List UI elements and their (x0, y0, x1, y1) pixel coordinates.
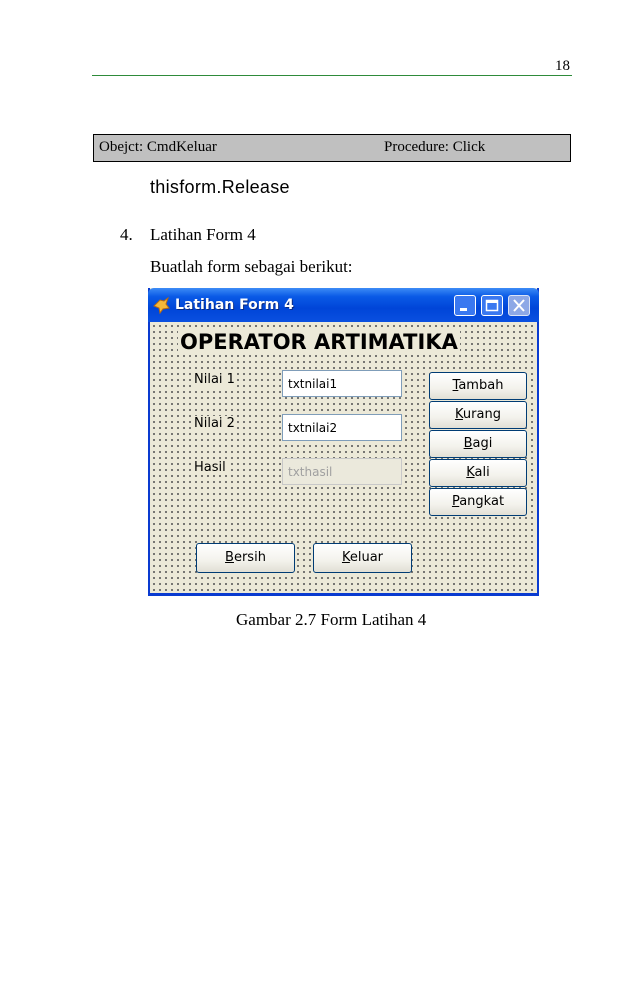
header-rule (92, 75, 572, 76)
textbox-nilai2[interactable]: txtnilai2 (282, 414, 402, 441)
code-line: thisform.Release (150, 177, 290, 197)
form-heading: OPERATOR ARTIMATIKA (180, 330, 458, 354)
form-window (148, 288, 539, 596)
bersih-button[interactable]: Bersih (196, 543, 295, 573)
figure-caption: Gambar 2.7 Form Latihan 4 (236, 610, 427, 629)
maximize-icon (482, 296, 502, 315)
pangkat-button[interactable]: Pangkat (429, 488, 527, 516)
label-nilai1: Nilai 1 (194, 372, 235, 387)
tambah-button[interactable]: Tambah (429, 372, 527, 400)
fox-icon (152, 297, 170, 315)
object-label: Obejct: CmdKeluar (99, 139, 217, 155)
instruction-text: Buatlah form sebagai berikut: (150, 257, 353, 276)
form-client-area (150, 322, 537, 593)
section-title: Latihan Form 4 (150, 225, 256, 244)
procedure-box (93, 134, 571, 162)
bagi-button[interactable]: Bagi (429, 430, 527, 458)
section-number: 4. (120, 225, 133, 244)
minimize-icon (455, 296, 475, 315)
procedure-label: Procedure: Click (384, 139, 486, 155)
label-hasil: Hasil (194, 460, 226, 475)
kurang-button[interactable]: Kurang (429, 401, 527, 429)
window-titlebar[interactable] (148, 288, 539, 322)
textbox-nilai1[interactable]: txtnilai1 (282, 370, 402, 397)
close-button[interactable] (508, 295, 530, 316)
minimize-button[interactable] (454, 295, 476, 316)
close-icon (509, 296, 529, 315)
kali-button[interactable]: Kali (429, 459, 527, 487)
keluar-button[interactable]: Keluar (313, 543, 412, 573)
window-title: Latihan Form 4 (175, 297, 294, 313)
textbox-hasil: txthasil (282, 458, 402, 485)
label-nilai2: Nilai 2 (194, 416, 235, 431)
page-number: 18 (555, 58, 570, 74)
maximize-button[interactable] (481, 295, 503, 316)
